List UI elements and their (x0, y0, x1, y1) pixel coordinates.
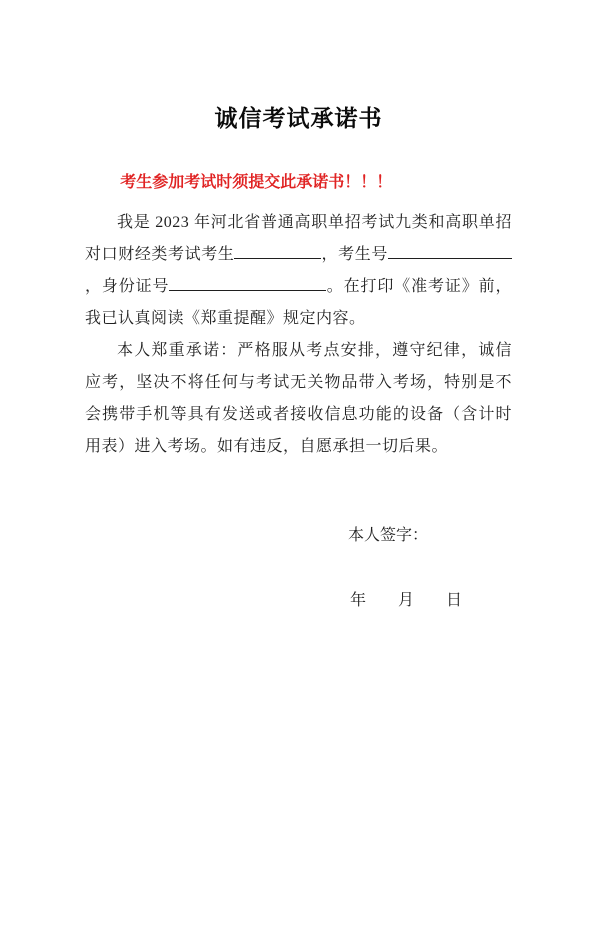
notice-text: 考生参加考试时须提交此承诺书！！！ (120, 174, 393, 191)
paragraph-text: 。在打印《准考证》前，我已认真阅读《郑重提醒》规定内容。 (85, 278, 512, 327)
paragraph-text: 我是 2023 年河北省普通高职单招考试九类和高职单招对口财经类考试考生 (85, 214, 512, 263)
signature-block (85, 520, 512, 617)
date-line: 年 月 日 (350, 592, 463, 609)
paragraph-text: ，身份证号 (85, 278, 170, 295)
paragraph-identity (85, 207, 512, 335)
paragraph-commitment: 本人郑重承诺：严格服从考点安排，遵守纪律，诚信应考，坚决不将任何与考试无关物品带入考场，特别是不会携带手机等具有发送或者接收信息功能的设备（含计时用表）进入考场。如有违反，自愿承担一切后果。 (85, 342, 512, 455)
document-page (0, 103, 600, 951)
blank-underline (169, 274, 326, 291)
blank-underline (234, 242, 321, 259)
paragraph-text: ，考生号 (321, 246, 388, 263)
blank-underline (388, 242, 512, 259)
signature-label: 本人签字： (348, 527, 429, 544)
page-title: 诚信考试承诺书 (214, 105, 383, 131)
